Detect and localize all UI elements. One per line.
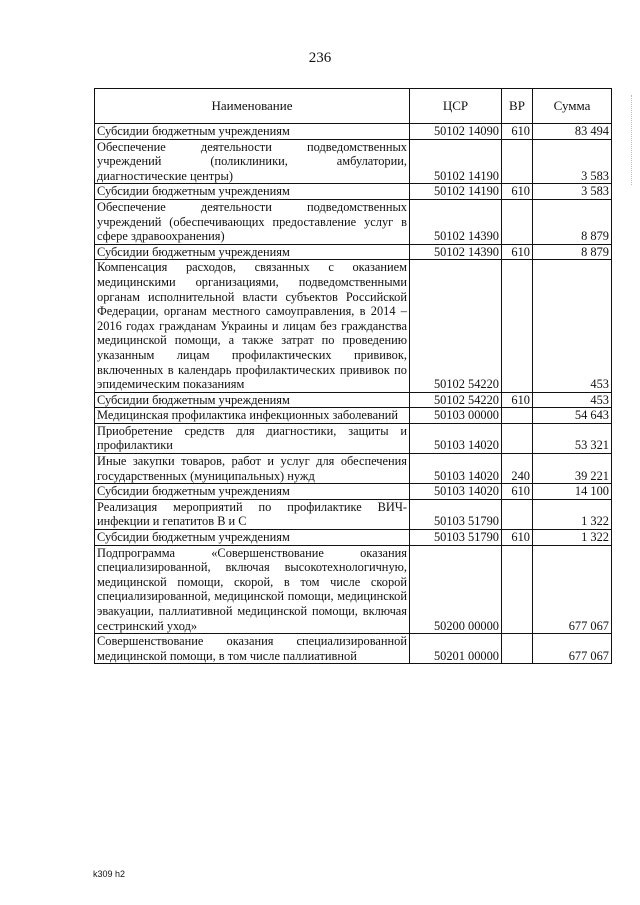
row-vr: 610 xyxy=(502,184,533,200)
row-sum: 3 583 xyxy=(533,184,612,200)
row-csr: 50200 00000 xyxy=(410,545,502,634)
page-number: 236 xyxy=(308,50,332,66)
table-row xyxy=(95,260,612,392)
table-row xyxy=(95,199,612,244)
header-vr: ВР xyxy=(502,89,533,124)
row-name: Реализация мероприятий по профилактике ВИЧ-инфекции и гепатитов B и C xyxy=(95,499,410,529)
row-sum: 53 321 xyxy=(533,423,612,453)
row-sum: 677 067 xyxy=(533,545,612,634)
table-row xyxy=(95,392,612,408)
row-sum: 453 xyxy=(533,392,612,408)
row-csr: 50102 14390 xyxy=(410,199,502,244)
row-name: Субсидии бюджетным учреждениям xyxy=(95,484,410,500)
row-sum: 453 xyxy=(533,260,612,392)
row-vr xyxy=(502,199,533,244)
table-row xyxy=(95,184,612,200)
row-sum: 39 221 xyxy=(533,454,612,484)
row-sum: 3 583 xyxy=(533,139,612,184)
row-vr: 610 xyxy=(502,124,533,140)
row-name: Приобретение средств для диагностики, защиты и профилактики xyxy=(95,423,410,453)
row-vr: 240 xyxy=(502,454,533,484)
row-name: Обеспечение деятельности подведомственных учреждений (обеспечивающих предоставление услуг в сфере здравоохранения) xyxy=(95,199,410,244)
row-vr xyxy=(502,423,533,453)
row-vr: 610 xyxy=(502,530,533,546)
table-row xyxy=(95,454,612,484)
row-sum: 677 067 xyxy=(533,634,612,664)
budget-table xyxy=(94,88,612,664)
row-csr: 50103 51790 xyxy=(410,499,502,529)
row-name: Совершенствование оказания специализированной медицинской помощи, в том числе паллиативной xyxy=(95,634,410,664)
row-sum: 8 879 xyxy=(533,199,612,244)
row-sum: 83 494 xyxy=(533,124,612,140)
row-csr: 50103 14020 xyxy=(410,423,502,453)
table-row xyxy=(95,499,612,529)
row-name: Субсидии бюджетным учреждениям xyxy=(95,124,410,140)
row-name: Субсидии бюджетным учреждениям xyxy=(95,244,410,260)
row-sum: 8 879 xyxy=(533,244,612,260)
header-sum: Сумма xyxy=(533,89,612,124)
row-csr: 50102 14390 xyxy=(410,244,502,260)
row-vr xyxy=(502,408,533,424)
row-csr: 50102 14090 xyxy=(410,124,502,140)
row-csr: 50103 00000 xyxy=(410,408,502,424)
row-name: Подпрограмма «Совершенствование оказания специализированной, включая высокотехнологичную, медицинской помощи, скорой, в том числе скорой специализированной, медицинской помощи, медицинской эвакуации, паллиативной медицинской помощи, включая сестринский уход» xyxy=(95,545,410,634)
table-row xyxy=(95,634,612,664)
row-csr: 50102 14190 xyxy=(410,184,502,200)
table-row xyxy=(95,545,612,634)
row-vr xyxy=(502,634,533,664)
row-vr xyxy=(502,545,533,634)
row-vr: 610 xyxy=(502,392,533,408)
scan-edge-marks xyxy=(631,95,634,185)
row-name: Медицинская профилактика инфекционных заболеваний xyxy=(95,408,410,424)
row-csr: 50102 54220 xyxy=(410,260,502,392)
table-row xyxy=(95,408,612,424)
row-sum: 14 100 xyxy=(533,484,612,500)
table-row xyxy=(95,244,612,260)
row-name: Иные закупки товаров, работ и услуг для обеспечения государственных (муниципальных) нужд xyxy=(95,454,410,484)
table-row xyxy=(95,139,612,184)
row-vr: 610 xyxy=(502,244,533,260)
row-vr xyxy=(502,260,533,392)
row-sum: 1 322 xyxy=(533,530,612,546)
row-csr: 50102 54220 xyxy=(410,392,502,408)
row-csr: 50103 51790 xyxy=(410,530,502,546)
table-row xyxy=(95,423,612,453)
row-csr: 50103 14020 xyxy=(410,454,502,484)
row-vr xyxy=(502,499,533,529)
table-row xyxy=(95,124,612,140)
row-sum: 1 322 xyxy=(533,499,612,529)
row-name: Субсидии бюджетным учреждениям xyxy=(95,392,410,408)
row-name: Обеспечение деятельности подведомственных учреждений (поликлиники, амбулатории, диагностические центры) xyxy=(95,139,410,184)
row-name: Субсидии бюджетным учреждениям xyxy=(95,530,410,546)
row-sum: 54 643 xyxy=(533,408,612,424)
table-row xyxy=(95,484,612,500)
row-vr: 610 xyxy=(502,484,533,500)
table-header-row xyxy=(95,89,612,124)
table-row xyxy=(95,530,612,546)
row-csr: 50103 14020 xyxy=(410,484,502,500)
row-name: Компенсация расходов, связанных с оказанием медицинскими организациями, подведомственными органам исполнительной власти субъектов Российской Федерации, органам местного самоуправления, в 2014 – 2016 годах гражданам Украины и лицам без гражданства медицинской помощи, а также затрат по проведению указанным лицам профилактических прививок, включенных в календарь профилактических прививок по эпидемическим показаниям xyxy=(95,260,410,392)
row-name: Субсидии бюджетным учреждениям xyxy=(95,184,410,200)
footer-code: k309 h2 xyxy=(93,869,126,879)
row-vr xyxy=(502,139,533,184)
header-csr: ЦСР xyxy=(410,89,502,124)
header-name: Наименование xyxy=(95,89,410,124)
row-csr: 50201 00000 xyxy=(410,634,502,664)
row-csr: 50102 14190 xyxy=(410,139,502,184)
